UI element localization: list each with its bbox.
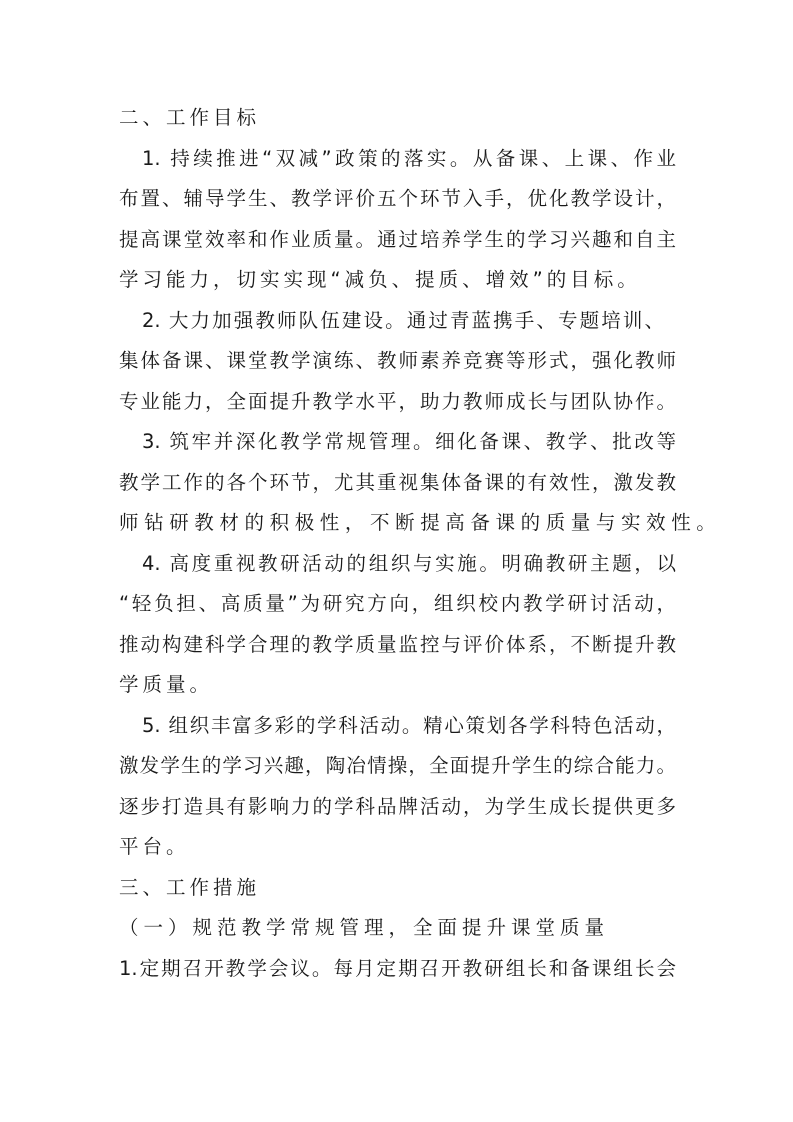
- text-line: 平台。: [119, 835, 190, 858]
- text-line: 2. 大力加强教师队伍建设。通过青蓝携手、专题培训、: [142, 308, 664, 332]
- goal-4: [119, 550, 676, 712]
- text-line: 推动构建科学合理的教学质量监控与评价体系，不断提升教: [119, 632, 676, 656]
- text-line: “轻负担、高质量”为研究方向，组织校内教学研讨活动，: [119, 592, 676, 615]
- text-line: 1.定期召开教学会议。每月定期召开教研组长和备课组长会: [119, 956, 676, 980]
- text-line: 学质量。: [119, 673, 214, 696]
- goal-1: [119, 145, 676, 307]
- goal-5: [119, 712, 676, 874]
- text-line: 5. 组织丰富多彩的学科活动。精心策划各学科特色活动，: [142, 713, 676, 737]
- text-line: 师钻研教材的积极性，不断提高备课的质量与实效性。: [119, 511, 722, 534]
- text-line: 4. 高度重视教研活动的组织与实施。明确教研主题，以: [142, 551, 676, 575]
- section-heading: 三、工作措施: [119, 875, 261, 899]
- text-line: 3. 筑牢并深化教学常规管理。细化备课、教学、批改等: [142, 430, 676, 453]
- subsection-heading: （一）规范教学常规管理，全面提升课堂质量: [119, 916, 610, 939]
- text-line: 逐步打造具有影响力的学科品牌活动，为学生成长提供更多: [119, 794, 676, 818]
- section-heading: 二、工作目标: [119, 106, 261, 129]
- text-line: 激发学生的学习兴趣，陶冶情操，全面提升学生的综合能力。: [119, 754, 676, 777]
- text-line: 学习能力，切实实现“减负、提质、增效”的目标。: [119, 268, 641, 291]
- text-line: 专业能力，全面提升教学水平，助力教师成长与团队协作。: [119, 389, 676, 413]
- text-line: 教学工作的各个环节，尤其重视集体备课的有效性，激发教: [119, 470, 676, 494]
- text-line: 提高课堂效率和作业质量。通过培养学生的学习兴趣和自主: [119, 227, 676, 251]
- text-line: 1. 持续推进“双减”政策的落实。从备课、上课、作业: [142, 146, 676, 170]
- goal-3: [119, 428, 722, 550]
- goal-2: [119, 307, 676, 429]
- text-line: 集体备课、课堂教学演练、教师素养竞赛等形式，强化教师: [119, 349, 676, 372]
- text-line: 布置、辅导学生、教学评价五个环节入手，优化教学设计，: [119, 187, 676, 210]
- document-page: [119, 104, 722, 995]
